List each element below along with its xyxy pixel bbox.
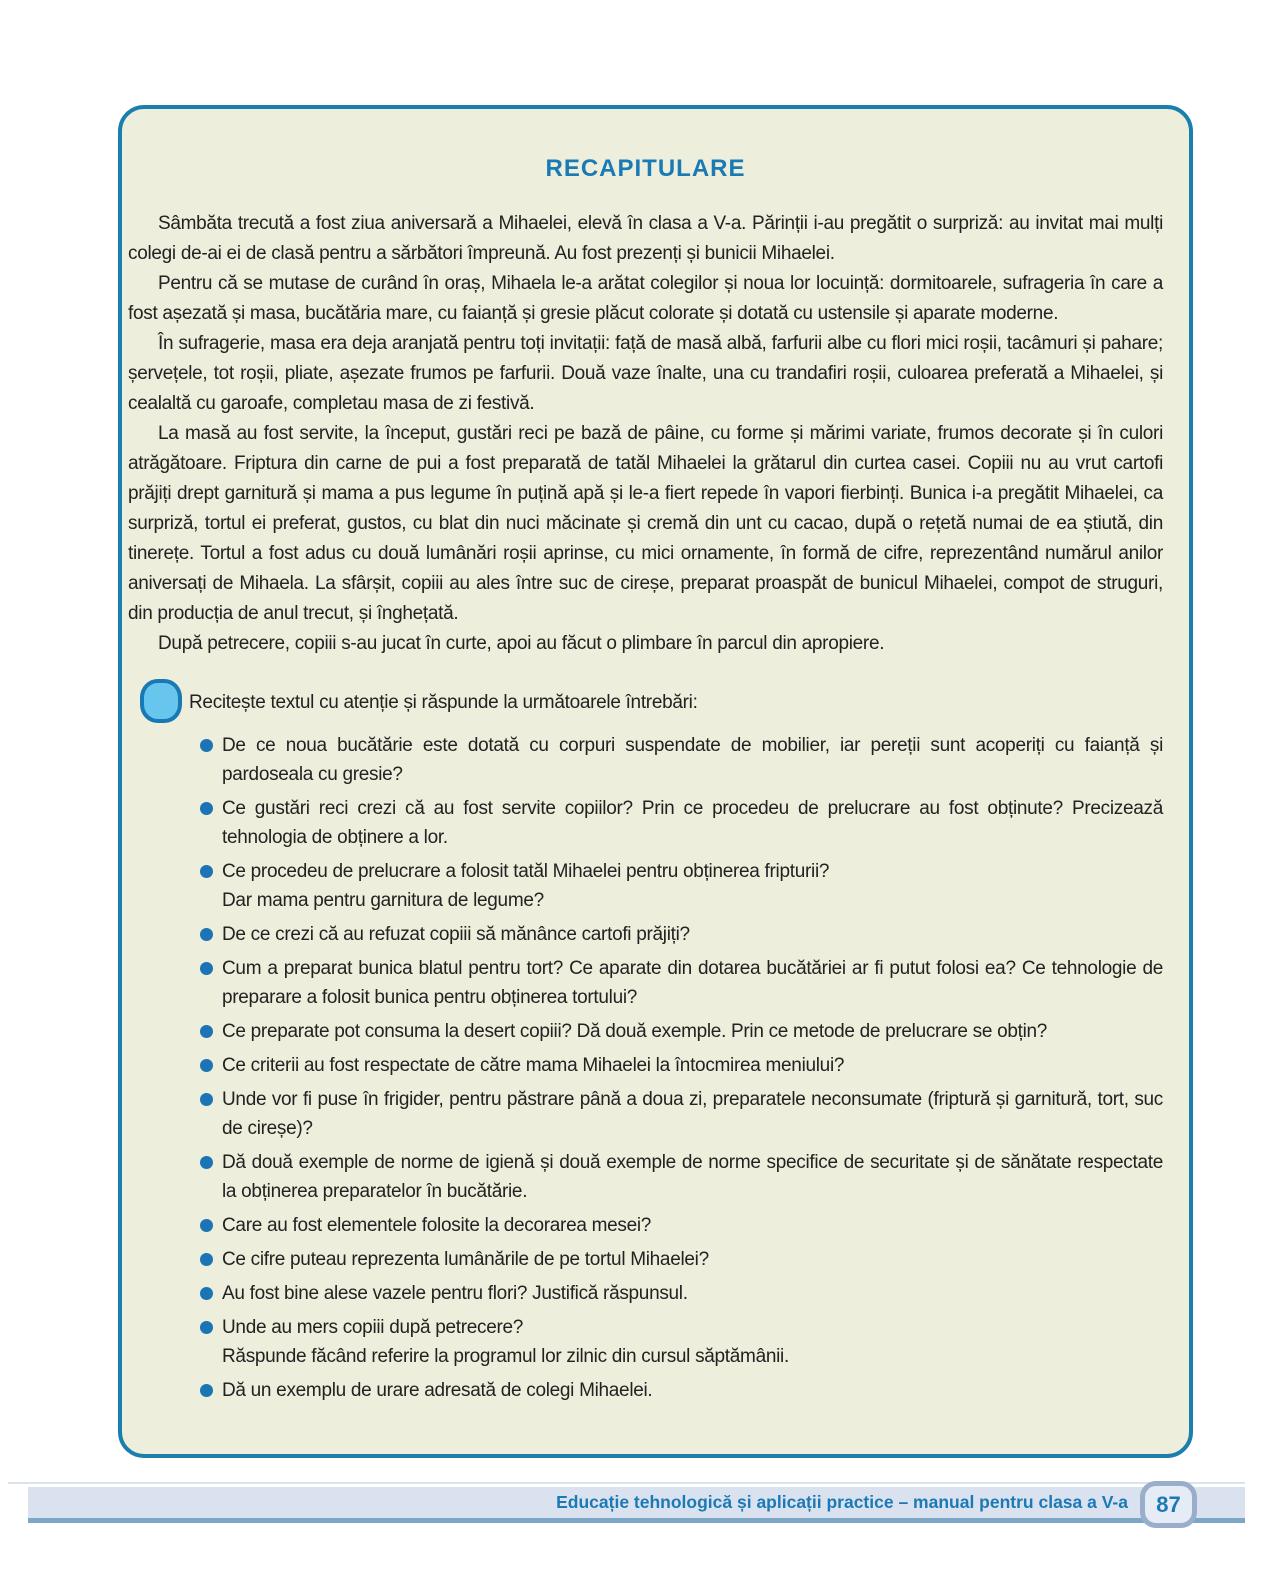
- task-header: [128, 679, 1163, 723]
- bullet-icon: [200, 1384, 213, 1397]
- story-paragraph: La masă au fost servite, la început, gustări reci pe bază de pâine, cu forme și mărimi variate, frumos decorate și în culori atrăgătoare. Friptura din carne de pui a fost preparată de tatăl Mihaelei la grătarul din curtea casei. Copiii nu au vrut cartofi prăjiți drept garnitură și mama a pus legume în puțină apă și le-a fiert repede în vapori fierbinți. Bunica i-a pregătit Mihaelei, ca surpriză, tortul ei preferat, gustos, cu blat din nuci măcinate și cremă din unt cu cacao, după o rețetă numai de ea știută, din tinerețe. Tortul a fost adus cu două lumânări roșii aprinse, cu mici ornamente, în formă de cifre, reprezentând numărul anilor aniversați de Mihaela. La sfârșit, copiii au ales între suc de cireșe, preparat proaspăt de bunicul Mihaelei, compot de struguri, din producția de anul trecut, și înghețată.: [128, 423, 1163, 624]
- list-item: [200, 920, 1163, 949]
- list-item: [200, 1245, 1163, 1274]
- bullet-icon: [200, 1321, 213, 1334]
- story-paragraph: Pentru că se mutase de curând în oraș, Mihaela le-a arătat colegilor și noua lor locuință: dormitoarele, sufrageria în care a fost așezată și masa, bucătăria mare, cu faianță și gresie plăcut colorate și dotată cu ustensile și aparate moderne.: [128, 273, 1163, 324]
- bullet-icon: [200, 962, 213, 975]
- question-text: Unde au mers copiii după petrecere?: [222, 1317, 524, 1338]
- footer-divider: [8, 1482, 1245, 1484]
- question-text: Ce cifre puteau reprezenta lumânările de pe tortul Mihaelei?: [222, 1249, 709, 1270]
- list-item: [200, 954, 1163, 1012]
- bullet-icon: [200, 1219, 213, 1232]
- task-marker-icon: [140, 679, 182, 723]
- bullet-icon: [200, 1093, 213, 1106]
- page-title: RECAPITULARE: [545, 155, 746, 182]
- bullet-icon: [200, 1025, 213, 1038]
- question-text: Dă două exemple de norme de igienă și două exemple de norme specifice de securitate și de sănătate respectate la obținerea preparatelor în bucătărie.: [222, 1152, 1163, 1202]
- footer-band: [28, 1487, 1245, 1523]
- list-item: [200, 731, 1163, 789]
- bullet-icon: [200, 802, 213, 815]
- list-item: [200, 1148, 1163, 1206]
- story-text: [128, 209, 1163, 659]
- question-text: Ce preparate pot consuma la desert copiii? Dă două exemple. Prin ce metode de prelucrare se obțin?: [222, 1021, 1048, 1042]
- question-text: Care au fost elementele folosite la decorarea mesei?: [222, 1215, 652, 1236]
- task-instruction: Recitește textul cu atenție și răspunde la următoarele întrebări:: [189, 692, 698, 713]
- question-text: Ce gustări reci crezi că au fost servite copiilor? Prin ce procedeu de prelucrare au fost obținute? Precizează tehnologia de obținere a lor.: [222, 798, 1163, 848]
- recap-panel: [118, 105, 1193, 1458]
- bullet-icon: [200, 865, 213, 878]
- question-text: Ce procedeu de prelucrare a folosit tatăl Mihaelei pentru obținerea fripturii?: [222, 861, 830, 882]
- question-text: De ce crezi că au refuzat copiii să mănânce cartofi prăjiți?: [222, 924, 690, 945]
- list-item: [200, 1313, 1163, 1371]
- question-text-line2: Dar mama pentru garnitura de legume?: [222, 890, 544, 911]
- question-text: Ce criterii au fost respectate de către mama Mihaelei la întocmirea meniului?: [222, 1055, 845, 1076]
- question-list: [200, 731, 1163, 1405]
- list-item: [200, 1085, 1163, 1143]
- list-item: [200, 794, 1163, 852]
- list-item: [200, 1211, 1163, 1240]
- bullet-icon: [200, 1253, 213, 1266]
- bullet-icon: [200, 739, 213, 752]
- story-paragraph: Sâmbăta trecută a fost ziua aniversară a Mihaelei, elevă în clasa a V-a. Părinții i-au pregătit o surpriză: au invitat mai mulți colegi de-ai ei de clasă pentru a sărbători împreună. Au fost prezenți și bunicii Mihaelei.: [128, 213, 1163, 264]
- bullet-icon: [200, 1156, 213, 1169]
- list-item: [200, 1279, 1163, 1308]
- page-number-badge: 87: [1140, 1481, 1197, 1528]
- list-item: [200, 1017, 1163, 1046]
- question-text: De ce noua bucătărie este dotată cu corpuri suspendate de mobilier, iar pereții sunt acoperiți cu faianță și pardoseala cu gresie?: [222, 735, 1163, 785]
- question-text: Au fost bine alese vazele pentru flori? Justifică răspunsul.: [222, 1283, 688, 1304]
- bullet-icon: [200, 1287, 213, 1300]
- question-text: Unde vor fi puse în frigider, pentru păstrare până a doua zi, preparatele neconsumate (friptură și garnitură, tort, suc de cireșe)?: [222, 1089, 1163, 1139]
- story-paragraph: După petrecere, copiii s-au jucat în curte, apoi au făcut o plimbare în parcul din apropiere.: [158, 633, 885, 654]
- question-text-line2: Răspunde făcând referire la programul lor zilnic din cursul săptămânii.: [222, 1346, 789, 1367]
- bullet-icon: [200, 1059, 213, 1072]
- list-item: [200, 857, 1163, 915]
- list-item: [200, 1376, 1163, 1405]
- bullet-icon: [200, 928, 213, 941]
- question-text: Cum a preparat bunica blatul pentru tort? Ce aparate din dotarea bucătăriei ar fi putut folosi ea? Ce tehnologie de preparare a folosit bunica pentru obținerea tortului?: [222, 958, 1163, 1008]
- list-item: [200, 1051, 1163, 1080]
- story-paragraph: În sufragerie, masa era deja aranjată pentru toți invitații: față de masă albă, farfurii albe cu flori mici roșii, tacâmuri și pahare; șervețele, tot roșii, pliate, așezate frumos pe farfurii. Două vaze înalte, una cu trandafiri roșii, culoarea preferată a Mihaelei, și cealaltă cu garoafe, completau masa de zi festivă.: [128, 333, 1163, 414]
- question-text: Dă un exemplu de urare adresată de colegi Mihaelei.: [222, 1380, 653, 1401]
- footer-book-title: Educație tehnologică și aplicații practice – manual pentru clasa a V-a: [556, 1492, 1128, 1512]
